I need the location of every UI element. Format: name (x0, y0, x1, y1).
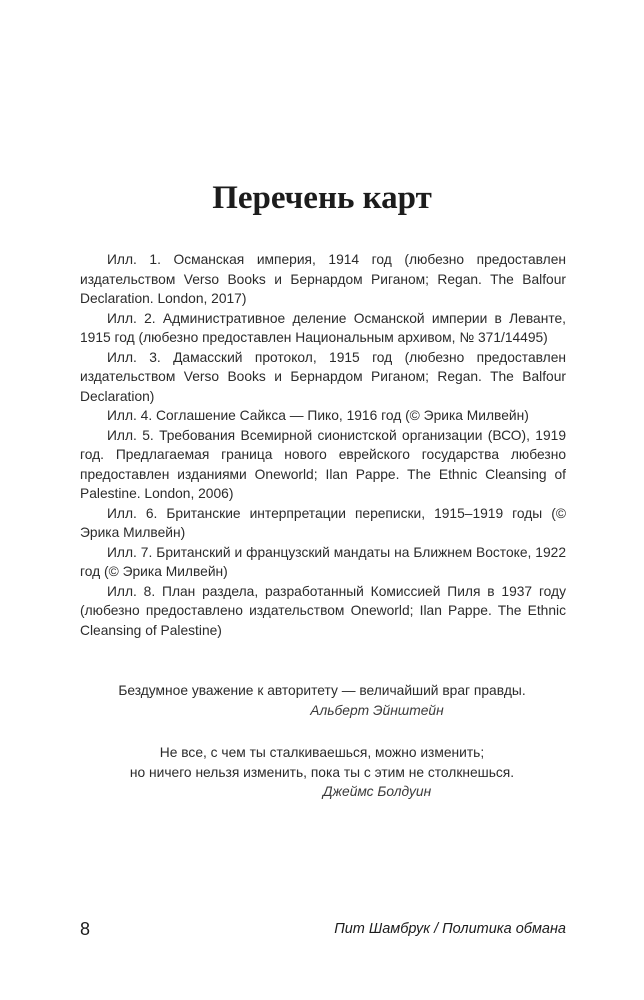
map-entry-7: Илл. 7. Британский и французский мандаты на Ближнем Востоке, 1922 год (© Эрика Милвейн) (80, 544, 566, 579)
epigraph-quote-line: Бездумное уважение к авторитету — величайший враг правды. (118, 683, 526, 698)
map-entry-2: Илл. 2. Административное деление Османской империи в Леванте, 1915 год (любезно предоставлен Национальным архивом, № 371/14495) (80, 310, 566, 345)
page-footer (80, 917, 566, 941)
epigraph-author: Альберт Эйнштейн (310, 702, 444, 718)
epigraph-baldwin (0, 743, 644, 802)
map-entry-8: Илл. 8. План раздела, разработанный Комиссией Пиля в 1937 году (любезно предоставлено издательством Oneworld; Ilan Pappe. The Ethnic Cleansing of Palestine) (80, 583, 566, 638)
epigraph-quote-line: Не все, с чем ты сталкиваешься, можно изменить; (159, 745, 485, 760)
map-entry-4: Илл. 4. Соглашение Сайкса — Пико, 1916 год (© Эрика Милвейн) (107, 408, 529, 423)
map-entry-1: Илл. 1. Османская империя, 1914 год (любезно предоставлен издательством Verso Books и Бернардом Риганом; Regan. The Balfour Declaration. London, 2017) (80, 252, 566, 306)
epigraph-quote-line: но ничего нельзя изменить, пока ты с этим не столкнешься. (129, 764, 515, 780)
page-title: Перечень карт (212, 180, 432, 216)
running-footer: Пит Шамбрук / Политика обмана (334, 921, 566, 937)
page-number: 8 (80, 919, 91, 939)
maps-list (80, 250, 566, 640)
map-entry-6: Илл. 6. Британские интерпретации переписки, 1915–1919 годы (© Эрика Милвейн) (80, 505, 566, 540)
epigraph-einstein (0, 681, 644, 720)
map-entry-5: Илл. 5. Требования Всемирной сионистской организации (ВСО), 1919 год. Предлагаемая граница нового еврейского государства любезно предоставлен изданиями Oneworld; Ilan Pappe. The Ethnic Cleansing of Palestine. London, 2006) (80, 427, 566, 501)
map-entry-3: Илл. 3. Дамасский протокол, 1915 год (любезно предоставлен издательством Verso Books и Бернардом Риганом; Regan. The Balfour Declaration) (80, 349, 566, 404)
epigraphs (0, 681, 644, 825)
epigraph-author: Джеймс Болдуин (322, 784, 432, 799)
